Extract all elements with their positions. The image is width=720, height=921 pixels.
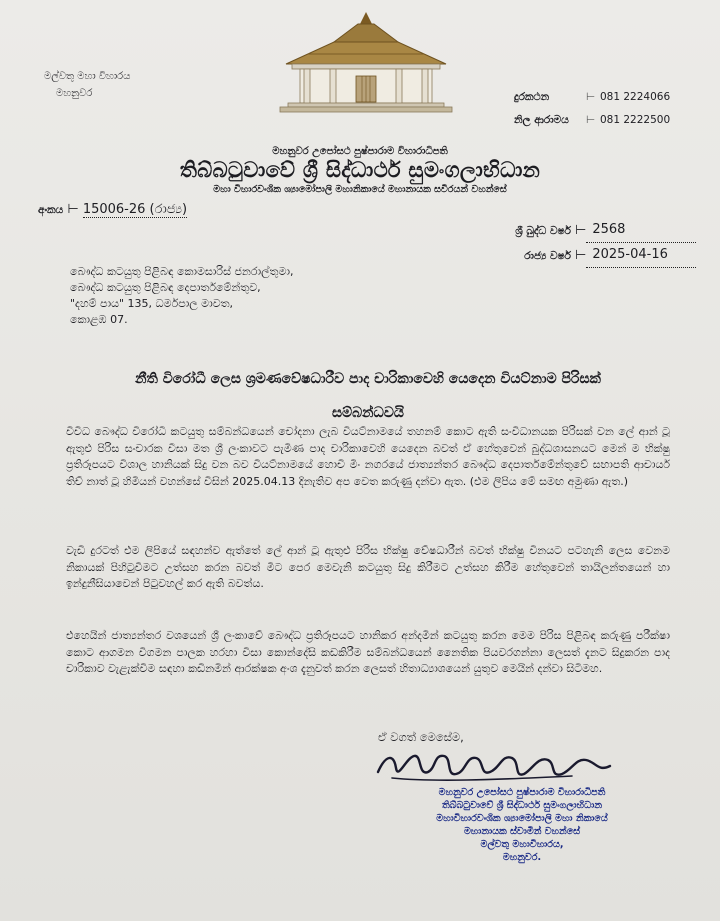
recipient-line: "දහම් පාය" 135, ධර්මපාල මාවත, — [70, 297, 234, 310]
seal-line: තිබ්බටුවාවේ ශ්‍රී සිද්ධාර්ථ සුමංගලාභිධාන — [441, 800, 603, 811]
office-line: මහනුවර උපෝසථ පුෂ්පාරාම විහාරාධිපති — [272, 146, 448, 157]
temple-crest-icon — [278, 10, 454, 120]
seal-line: මහාවිහාරවංශික ශ්‍යාමෝපාලි මහා නිකායේ — [436, 813, 608, 824]
date-block — [493, 218, 696, 268]
reference-value: 15006-26 (රාජ්‍ය) — [82, 202, 188, 217]
phone-label: දුරකථන — [514, 91, 550, 103]
letterhead-name: තිබ්බටුවාවේ ශ්‍රී සිද්ධාර්ථ සුමංගලාභිධාන — [179, 158, 541, 182]
reference-label: අංකය — [38, 204, 64, 216]
office-phone-number: 081 2222500 — [600, 114, 671, 126]
subject-line: සම්බන්ධවයි — [331, 405, 405, 421]
buddhist-year-label: ශ්‍රී බුද්ධ වර්ෂ — [515, 225, 571, 237]
recipient-line: කොළඹ 07. — [70, 313, 128, 326]
arrow-icon: ⊢ — [67, 202, 79, 217]
body-paragraph: වැඩි දුරටත් එම ලිපියේ සඳහන්ව ඇත්තේ ලේ ආන් ටූ ඇතුළු පිරිස භික්ෂු වේෂධාරීන් බවත් භික්ෂු විනයට පටහැනි ලෙස වෙනම නිකායක් පිහිටුවීමට උත්සහ කරන බවත් මීට පෙර මෙවැනි කටයුතු සිදු කිරීමට උත්සහ කිරීම හේතුවෙන් තායිලන්තයෙන් හා ඉන්දුනීසියාවෙන් පිටුවහල් කර ඇති බවත්ය. — [66, 544, 670, 590]
seal-line: මහානායක ස්වාමීන් වහන්සේ — [463, 826, 581, 837]
closing-phrase: ඒ වගත් මෙසේම, — [378, 730, 464, 744]
phone-number: 081 2224066 — [600, 91, 671, 103]
reference-number — [38, 202, 187, 218]
recipient-line: බෞද්ධ කටයුතු පිළිබඳ දෙපාර්තමේන්තුව, — [70, 281, 261, 294]
subject-line: නීති විරෝධී ලෙස ශ්‍රමණවේෂධාරීව පාද චාරිකාවෙහි යෙදෙන වියට්නාම පිරිසක් — [135, 371, 601, 387]
contact-block — [514, 86, 670, 132]
civil-date-label: රාජ්‍ය වර්ෂ — [524, 250, 571, 262]
seal-line: මහනුවර. — [502, 852, 542, 863]
recipient-address — [70, 264, 293, 328]
recipient-line: බෞද්ධ කටයුතු පිළිබඳ කොමසාරිස් ජනරාල්තුමා, — [70, 265, 294, 278]
sender-address-line: මල්වතු මහා විහාරය — [44, 71, 131, 82]
arrow-icon: ⊢ — [586, 91, 596, 103]
body-paragraph: විවිධ බෞද්ධ විරෝධී කටයුතු සම්බන්ධයෙන් චෝදනා ලැබ වියට්නාමයේ තහනම් කොට ඇති සංවිධානයක පිරිසක් වන ලේ ආන් ටූ ඇතුළු පිරිස සංචාරක වීසා මත ශ්‍රී ලංකාවට පැමිණ පාද චාරිකාවෙහි යෙදෙන බවත් ඒ හේතුවෙන් බුද්ධශාසනයට මෙන් ම භික්ෂු ප්‍රතිරූපයට විශාල හානියක් සිදු වන බව වියට්නාමයේ හොචි මිං නගරයේ ජාත්‍යන්තර බෞද්ධ දෙපාර්තමේන්තුවේ සභාපති ආචාර්ය තිච් නාත් ටූ හිමියන් වහන්සේ විසින් 2025.04.13 දිනැතිව අප වෙත කරුණු දන්වා ඇත. (එම ලිපිය මේ සමඟ අමුණා ඇත.) — [66, 425, 670, 488]
body-paragraph: එහෙයින් ජාත්‍යන්තර වශයෙන් ශ්‍රී ලංකාවේ බෞද්ධ ප්‍රතිරූපයට හානිකර අන්දමින් කටයුතු කරන මෙම පිරිස පිළිබඳ කරුණු පරීක්ෂා කොට ආගමන විගමන පාලක හරහා වීසා කොන්දේසි කඩකිරීම සම්බන්ධයෙන් නෛතික පියවරගන්නා ලෙසත් දැනට සිදුකරන පාද චාරිකාව වැළැක්වීම සඳහා කඩිනමින් ආරක්ෂක අංශ දැනුවත් කරන ලෙසත් හිතාධ්‍යාශයෙන් යුතුව මෙයින් දන්වා සිටිමහ. — [66, 629, 670, 675]
buddhist-year-value: 2568 — [586, 218, 696, 243]
seal-line: මහනුවර උපෝසථ පුෂ්පාරාම විහාරාධිපති — [438, 787, 606, 798]
letterhead-title: මහා විහාරවංශික ශ්‍යාමෝපාලි මහානිකායේ මහානායක සවිරයන් වහන්සේ — [213, 184, 507, 195]
signature-seal — [392, 786, 652, 864]
contact-row — [514, 86, 670, 109]
subject-heading — [70, 362, 666, 430]
signature-image — [372, 742, 620, 790]
arrow-icon: ⊢ — [586, 114, 596, 126]
sender-address-line: මහනුවර — [56, 88, 93, 99]
date-row — [493, 243, 696, 268]
contact-row — [514, 109, 670, 132]
arrow-icon: ⊢ — [575, 223, 587, 238]
office-phone-label: නිල ආරාමය — [514, 114, 569, 126]
civil-date-value: 2025-04-16 — [586, 243, 696, 268]
arrow-icon: ⊢ — [575, 248, 587, 263]
seal-line: මල්වතු මහාවිහාරය, — [480, 839, 564, 850]
sender-address — [44, 68, 130, 102]
date-row — [493, 218, 696, 243]
